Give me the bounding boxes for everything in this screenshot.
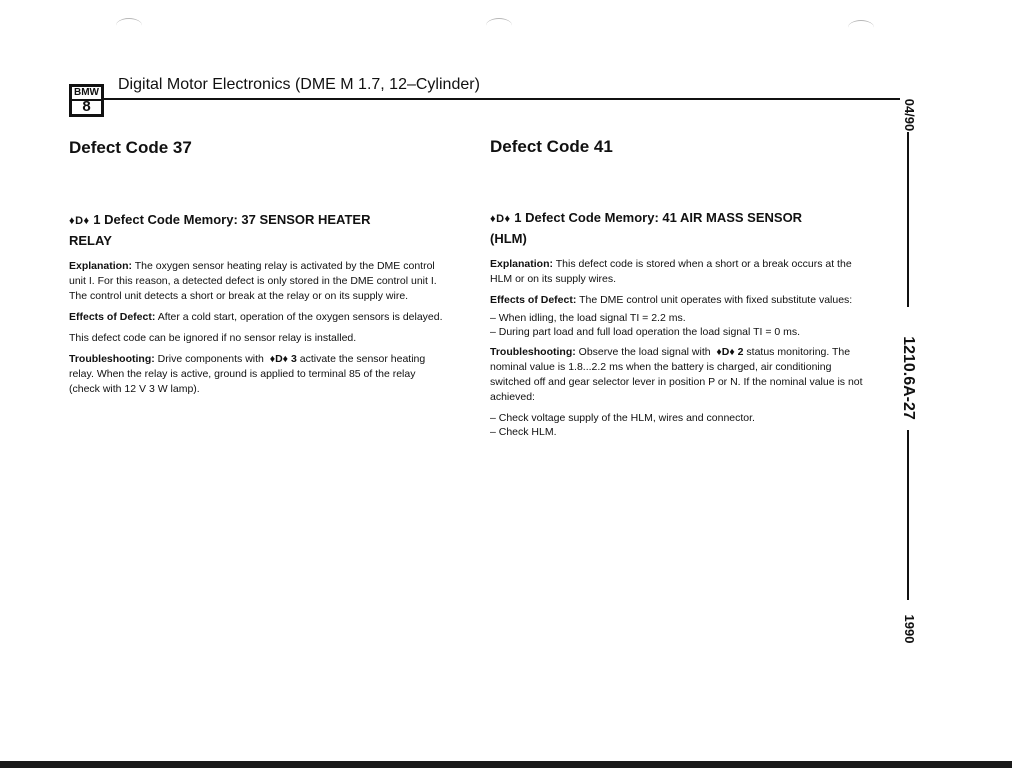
effects-paragraph — [490, 293, 870, 308]
logo-group-number: 8 — [82, 98, 91, 115]
diagnosis-symbol: ♦D♦ — [69, 215, 90, 227]
troubleshooting-text: activate the sensor heating relay. When the relay is active, ground is applied to terminal 85 of the relay (check with 12 V 3 W lamp). — [69, 353, 426, 395]
margin-date: 04/90 — [902, 98, 917, 132]
memory-heading-line1: Defect Code Memory: 37 SENSOR HEATER — [104, 212, 371, 227]
troubleshooting-paragraph — [69, 352, 449, 397]
defect-code-memory-37-heading — [69, 210, 449, 250]
scan-bottom-edge — [0, 761, 1012, 768]
note-paragraph: This defect code can be ignored if no sensor relay is installed. — [69, 332, 357, 344]
effects-list-item: – When idling, the load signal TI = 2.2 ms. — [490, 312, 686, 324]
check-list-item: – Check HLM. — [490, 426, 557, 438]
explanation-text: This defect code is stored when a short or a break occurs at the HLM or on its supply wires. — [490, 258, 852, 285]
troubleshooting-intro: Observe the load signal with — [578, 346, 711, 358]
explanation-label: Explanation: — [69, 260, 133, 272]
explanation-paragraph — [490, 257, 870, 287]
margin-rule-1 — [907, 132, 909, 307]
troubleshooting-paragraph — [490, 345, 870, 405]
defect-code-memory-41-heading — [490, 208, 870, 248]
effects-text: After a cold start, operation of the oxygen sensors is delayed. — [157, 311, 443, 323]
troubleshooting-step-number: 2 — [737, 346, 744, 358]
punch-hole-right — [848, 20, 874, 35]
margin-rule-2 — [907, 430, 909, 600]
diagnosis-symbol: ♦D♦ — [716, 346, 735, 358]
defect-code-41-section — [490, 137, 870, 439]
memory-heading-line2: RELAY — [69, 233, 112, 248]
troubleshooting-label: Troubleshooting: — [490, 346, 576, 358]
margin-page-reference: 1210.6A-27 — [900, 336, 917, 420]
header-divider — [104, 98, 900, 100]
memory-step-number: 1 — [93, 212, 101, 227]
effects-list-item: – During part load and full load operation the load signal TI = 0 ms. — [490, 326, 801, 338]
punch-hole-center — [486, 18, 512, 33]
explanation-paragraph — [69, 259, 449, 304]
defect-code-37-title: Defect Code 37 — [69, 138, 192, 157]
defect-code-37-section — [69, 138, 449, 403]
troubleshooting-step-number: 3 — [290, 353, 297, 365]
punch-hole-left — [116, 18, 142, 33]
effects-label: Effects of Defect: — [490, 294, 577, 306]
logo-brand: BMW — [72, 87, 101, 101]
memory-step-number: 1 — [514, 210, 522, 225]
explanation-label: Explanation: — [490, 258, 554, 270]
memory-heading-line1: Defect Code Memory: 41 AIR MASS SENSOR — [525, 210, 803, 225]
troubleshooting-intro: Drive components with — [157, 353, 264, 365]
diagnosis-symbol: ♦D♦ — [269, 353, 289, 365]
troubleshooting-label: Troubleshooting: — [69, 353, 155, 365]
diagnosis-symbol: ♦D♦ — [490, 213, 511, 225]
explanation-text: The oxygen sensor heating relay is activated by the DME control unit I. For this reason, a detected defect is only stored in the DME control unit I. The control unit detects a short or break at the relay or on its supply wire. — [69, 260, 437, 302]
effects-label: Effects of Defect: — [69, 311, 156, 323]
margin-year: 1990 — [902, 614, 917, 644]
bmw-logo-box — [69, 84, 104, 117]
effects-paragraph — [69, 310, 449, 325]
check-list-item: – Check voltage supply of the HLM, wires and connector. — [490, 412, 755, 424]
troubleshooting-text: status monitoring. The nominal value is 1.8...2.2 ms when the battery is charged, air conditioning switched off and gear selector lever in position P or N. If the nominal value is not achieved: — [490, 346, 863, 403]
effects-text: The DME control unit operates with fixed substitute values: — [579, 294, 853, 306]
memory-heading-line2: (HLM) — [490, 231, 527, 246]
page-header-title: Digital Motor Electronics (DME M 1.7, 12–Cylinder) — [118, 76, 480, 93]
defect-code-41-title: Defect Code 41 — [490, 137, 613, 156]
